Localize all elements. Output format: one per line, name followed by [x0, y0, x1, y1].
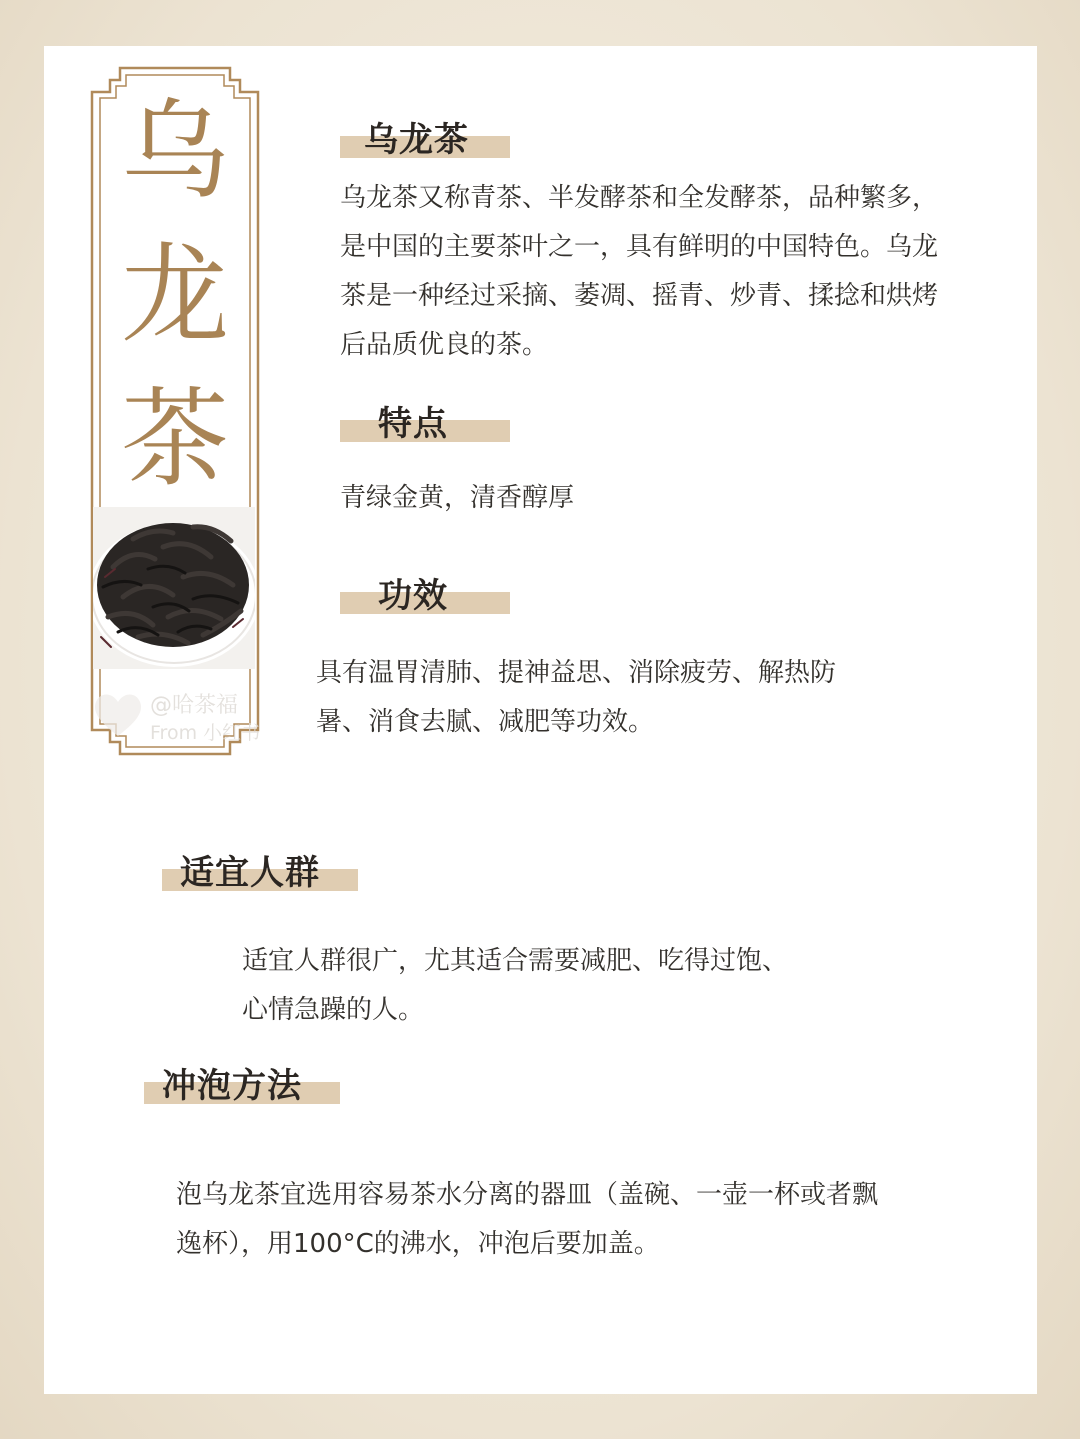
- title-char-2: 龙: [120, 233, 229, 358]
- heading-label: 功效: [378, 576, 448, 616]
- heart-logo-icon: [90, 686, 146, 742]
- features-line: 青绿金黄，清香醇厚: [340, 483, 575, 513]
- brewing-paragraph: [176, 1171, 878, 1269]
- title-char-3: 茶: [120, 377, 229, 502]
- intro-line: 是中国的主要茶叶之一，具有鲜明的中国特色。乌龙: [340, 232, 939, 262]
- brewing-line: 逸杯），用100°C的沸水，冲泡后要加盖。: [176, 1229, 660, 1259]
- oolong-tea-leaves-image: [93, 507, 255, 669]
- section-heading-suitable: [162, 845, 358, 891]
- heading-label: 冲泡方法: [162, 1066, 302, 1106]
- watermark: [90, 686, 290, 746]
- suitable-line: 心情急躁的人。: [242, 995, 425, 1025]
- intro-line: 乌龙茶又称青茶、半发酵茶和全发酵茶，品种繁多，: [340, 183, 939, 213]
- watermark-source: From 小红书: [150, 722, 261, 744]
- effects-paragraph: [316, 649, 836, 747]
- heading-label: 乌龙茶: [364, 120, 469, 160]
- intro-paragraph: [340, 174, 938, 370]
- watermark-handle: @哈茶福: [150, 693, 239, 718]
- section-heading-effects: [340, 568, 510, 614]
- brewing-line: 泡乌龙茶宜选用容易茶水分离的器皿（盖碗、一壶一杯或者飘: [176, 1180, 879, 1210]
- intro-line: 茶是一种经过采摘、萎凋、摇青、炒青、揉捻和烘烤: [340, 281, 939, 311]
- effects-line: 具有温胃清肺、提神益思、消除疲劳、解热防: [316, 658, 837, 688]
- features-paragraph: [340, 474, 574, 523]
- heading-label: 特点: [378, 404, 448, 444]
- effects-line: 暑、消食去腻、减肥等功效。: [316, 707, 655, 737]
- section-heading-brewing: [144, 1058, 340, 1104]
- suitable-paragraph: [242, 937, 788, 1035]
- section-heading-intro: [340, 112, 510, 158]
- title-char-1: 乌: [120, 89, 229, 214]
- intro-line: 后品质优良的茶。: [340, 330, 549, 360]
- section-heading-features: [340, 396, 510, 442]
- vertical-title: [110, 80, 240, 512]
- heading-label: 适宜人群: [180, 853, 320, 893]
- suitable-line: 适宜人群很广，尤其适合需要减肥、吃得过饱、: [242, 946, 789, 976]
